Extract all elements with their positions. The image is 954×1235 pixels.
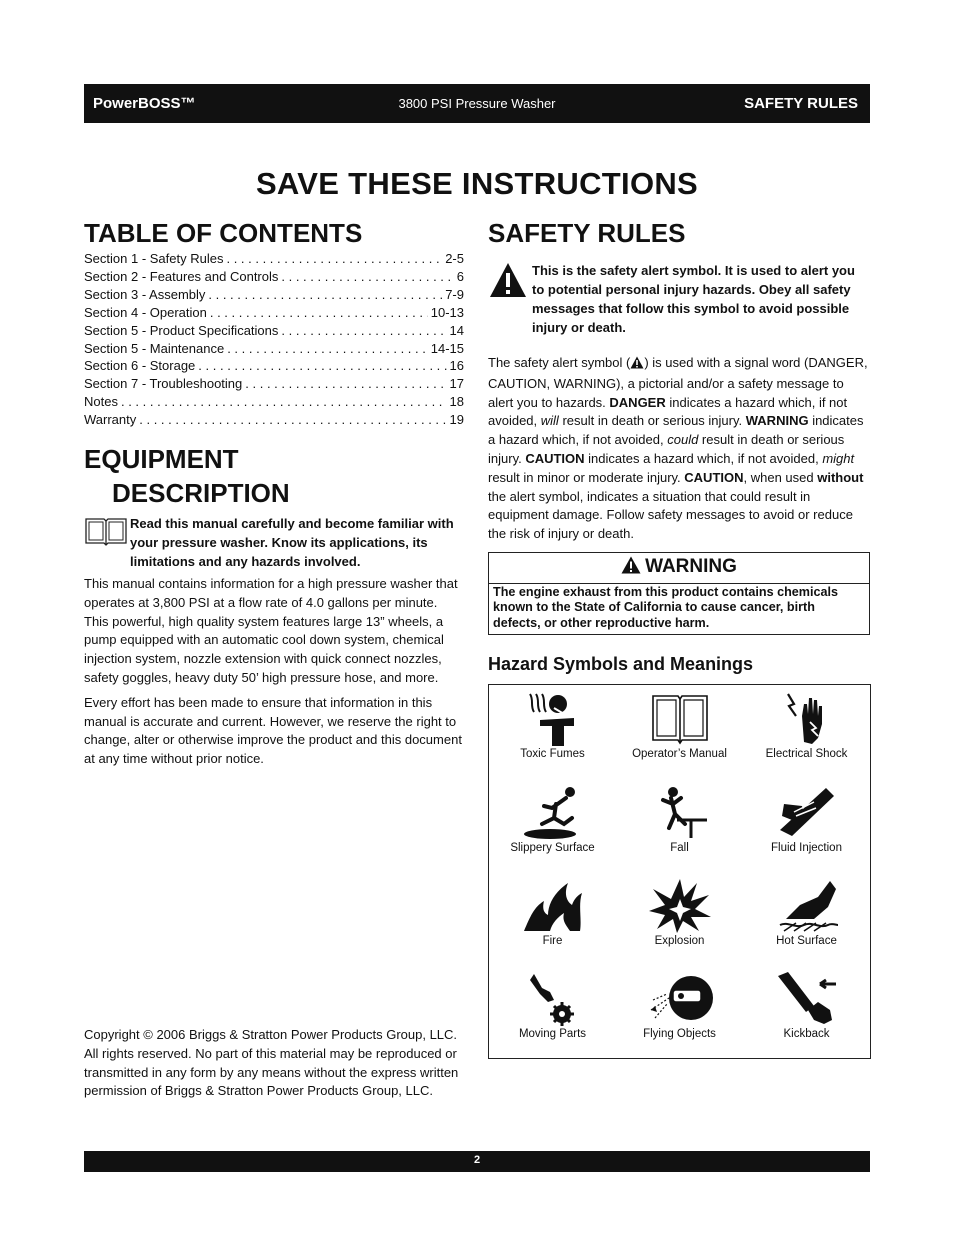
- hazard-item: Operator’s Manual: [616, 685, 743, 778]
- safety-explanation-paragraph: The safety alert symbol ( ) is used with a signal word (DANGER, CAUTION, WARNING), a pictorial and/or a safety message to alert you to hazards. DANGER indicates a hazard which, if not avoided, will result in death or serious injury. WARNING indicates a hazard which, if not avoided, could result in death or serious injury. CAUTION indicates a hazard which, if not avoided, might result in minor or moderate injury. CAUTION, when used without the alert symbol, indicates a situation that could result in equipment damage. Follow safety messages to avoid or reduce the risk of injury or death.: [488, 355, 868, 542]
- read-manual-notice: Read this manual carefully and become familiar with your pressure washer. Know its applications, its limitations and any hazards involved.: [84, 514, 464, 571]
- warning-triangle-icon: [621, 555, 641, 583]
- toc-item[interactable]: Section 2 - Features and Controls . . . 6: [84, 268, 464, 286]
- safety-alert-block: This is the safety alert symbol. It is used to alert you to potential personal injury hazards. Obey all safety messages that follow this symbol to avoid possible injury or death.: [488, 261, 870, 337]
- hazard-item: Toxic Fumes: [489, 685, 616, 778]
- warning-title: WARNING: [489, 553, 869, 584]
- hazard-symbols-heading: Hazard Symbols and Meanings: [488, 654, 754, 675]
- open-book-icon: [84, 516, 130, 546]
- left-column: [84, 216, 464, 769]
- toc-item[interactable]: Section 5 - Maintenance . . . 14-15: [84, 340, 464, 358]
- hazard-item: Flying Objects: [616, 965, 743, 1058]
- toxic-fumes-icon: [520, 690, 586, 746]
- header-bar: [84, 84, 870, 123]
- electrical-shock-icon: [774, 690, 840, 746]
- hazard-item: Fall: [616, 779, 743, 872]
- warning-text: The engine exhaust from this product contains chemicals known to the State of California to cause cancer, birth defects, or other reproductive harm.: [493, 584, 838, 630]
- hazard-item: Moving Parts: [489, 965, 616, 1058]
- hazard-item: Electrical Shock: [743, 685, 870, 778]
- hazard-item: Hot Surface: [743, 872, 870, 965]
- small-alert-triangle-icon: [630, 356, 644, 375]
- page-footer: [84, 1151, 870, 1172]
- moving-parts-icon: [520, 970, 586, 1026]
- toc-item[interactable]: Section 1 - Safety Rules . . . 2-5: [84, 250, 464, 268]
- fall-icon: [647, 784, 713, 840]
- fluid-injection-icon: [774, 784, 840, 840]
- product-model: 3800 PSI Pressure Washer: [398, 96, 556, 111]
- page-title: SAVE THESE INSTRUCTIONS: [255, 166, 699, 201]
- hazard-item: Explosion: [616, 872, 743, 965]
- page-number: 2: [473, 1154, 481, 1166]
- equipment-description-heading: EQUIPMENT DESCRIPTION: [84, 444, 290, 509]
- toc-item[interactable]: Section 4 - Operation . . . 10-13: [84, 304, 464, 322]
- toc-item[interactable]: Section 6 - Storage . . . 16: [84, 357, 464, 375]
- table-of-contents: [84, 250, 464, 429]
- hazard-item: Fluid Injection: [743, 779, 870, 872]
- flying-objects-icon: [647, 970, 713, 1026]
- equipment-paragraph-1: This manual contains information for a high pressure washer that operates at 3,800 PSI at a flow rate of 4.0 gallons per minute. This powerful, high quality system features large 13” wheels, a pump equipped with an automatic cool down system, chemical injection system, nozzle extension with quick connect nozzles, safety goggles, heavy duty 50’ high pressure hose, and more.: [84, 576, 458, 686]
- equipment-paragraph-2: Every effort has been made to ensure that information in this manual is accurate and current. However, we reserve the right to change, alter or otherwise improve the product and this document at any time without prior notice.: [84, 694, 462, 767]
- header-section-title: SAFETY RULES: [744, 95, 858, 112]
- toc-item[interactable]: Warranty . . . 19: [84, 411, 464, 429]
- hazard-item: Fire: [489, 872, 616, 965]
- safety-rules-heading: SAFETY RULES: [488, 218, 686, 248]
- california-warning-box: [488, 552, 870, 636]
- toc-item[interactable]: Section 7 - Troubleshooting . . . 17: [84, 375, 464, 393]
- safety-alert-triangle-icon: [488, 261, 532, 337]
- toc-item[interactable]: Notes . . . 18: [84, 393, 464, 411]
- brand-name: PowerBOSS™: [93, 95, 196, 112]
- hazard-item: Kickback: [743, 965, 870, 1058]
- operators-manual-icon: [647, 690, 713, 746]
- hazard-item: Slippery Surface: [489, 779, 616, 872]
- copyright-notice: Copyright © 2006 Briggs & Stratton Power Products Group, LLC. All rights reserved. No part of this material may be reproduced or transmitted in any form by any means without the express written permission of Briggs & Stratton Power Products Group, LLC.: [84, 1027, 459, 1099]
- slippery-surface-icon: [520, 784, 586, 840]
- kickback-icon: [774, 970, 840, 1026]
- hazard-symbols-grid: [488, 684, 871, 1059]
- right-column: [488, 216, 870, 1059]
- hot-surface-icon: [774, 877, 840, 933]
- toc-item[interactable]: Section 3 - Assembly . . . 7-9: [84, 286, 464, 304]
- toc-heading: TABLE OF CONTENTS: [84, 218, 363, 248]
- fire-icon: [520, 877, 586, 933]
- toc-item[interactable]: Section 5 - Product Specifications . . . 14: [84, 322, 464, 340]
- explosion-icon: [647, 877, 713, 933]
